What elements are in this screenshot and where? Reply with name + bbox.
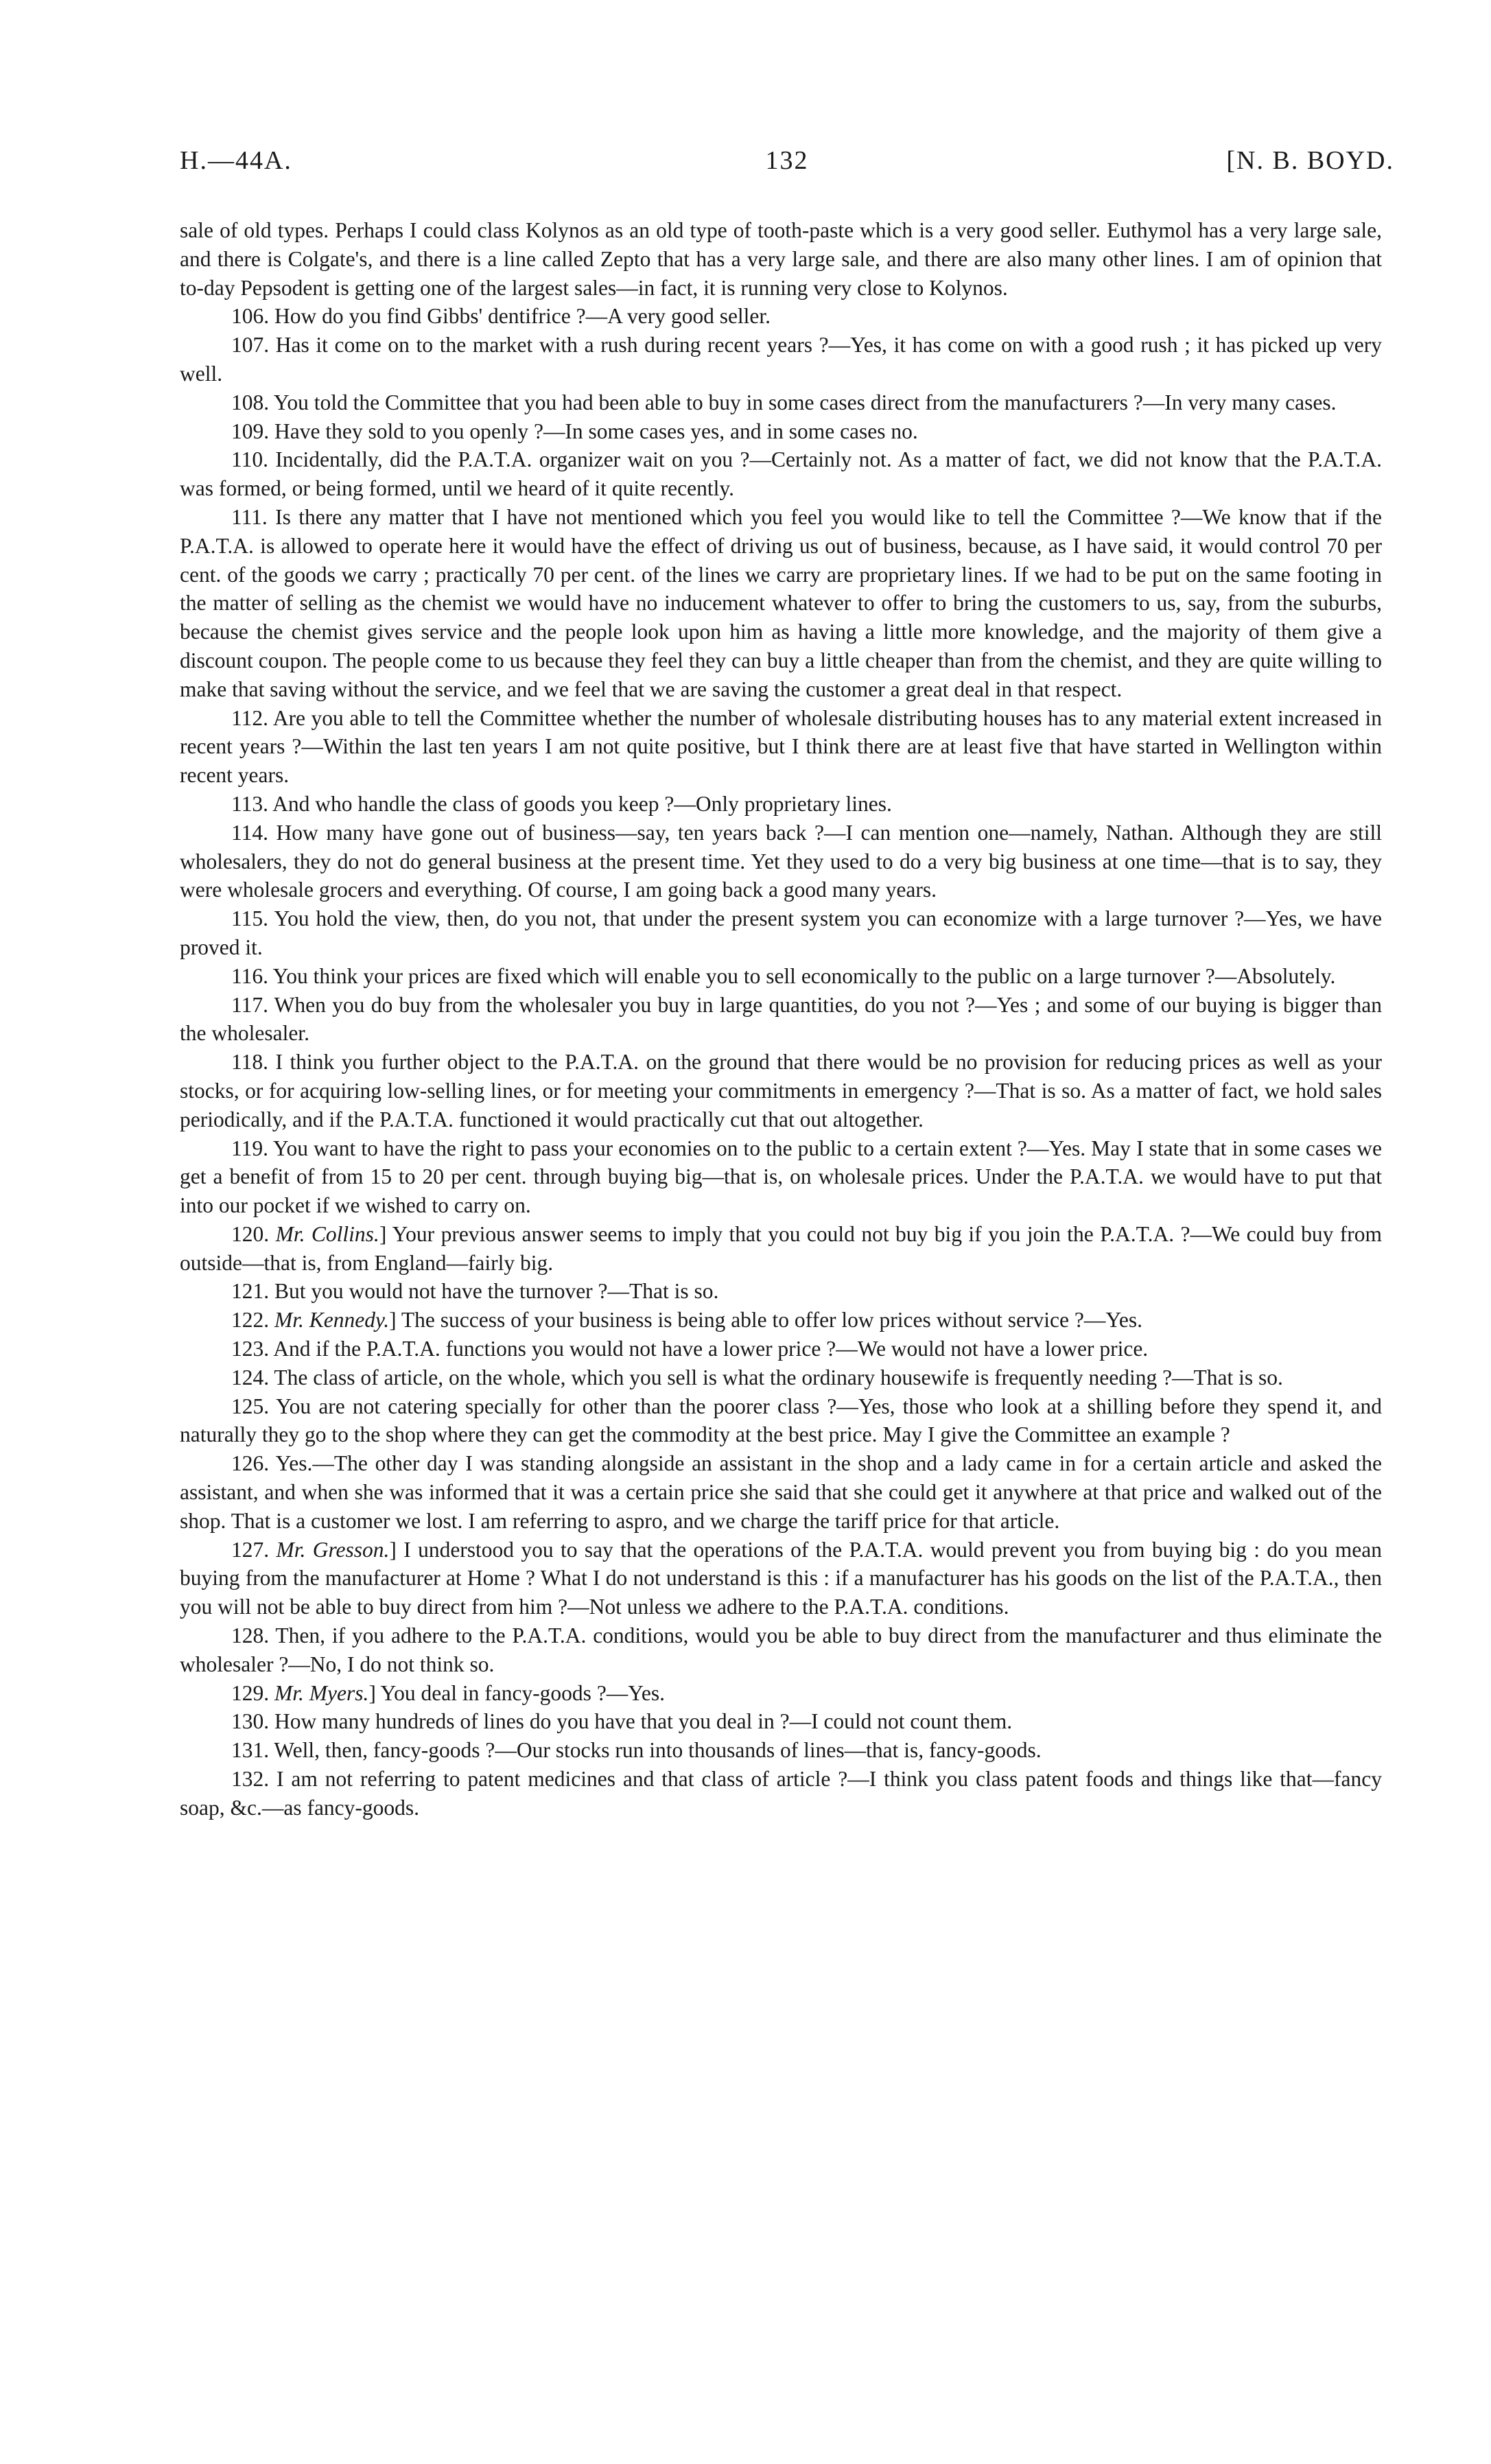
paragraph-text: ] You deal in fancy-goods ?—Yes. bbox=[368, 1680, 666, 1705]
paragraph bbox=[180, 1536, 1382, 1621]
paragraph: 131. Well, then, fancy-goods ?—Our stocks run into thousands of lines—that is, fancy-goods. bbox=[231, 1738, 1042, 1763]
paragraph: 113. And who handle the class of goods you keep ?—Only proprietary lines. bbox=[231, 791, 892, 816]
paragraph: 107. Has it come on to the market with a rush during recent years ?—Yes, it has come on with a good rush ; it has picked up very well. bbox=[180, 333, 1382, 386]
paragraph: 130. How many hundreds of lines do you have that you deal in ?—I could not count them. bbox=[231, 1709, 1013, 1734]
paragraph: sale of old types. Perhaps I could class Kolynos as an old type of tooth-paste which is a very good seller. Euthymol has a very large sale, and there is Colgate's, and there is a line called Zepto that has a very large sale, and there are also many other lines. I am of opinion that to-day Pepsodent is getting one of the largest sales—in fact, it is running very close to Kolynos. bbox=[180, 218, 1382, 300]
paragraph: 110. Incidentally, did the P.A.T.A. organizer wait on you ?—Certainly not. As a matter of fact, we did not know that the P.A.T.A. was formed, or being formed, until we heard of it quite recently. bbox=[180, 447, 1382, 501]
question-number: 122. bbox=[231, 1308, 270, 1333]
paragraph: 118. I think you further object to the P.A.T.A. on the ground that there would be no provision for reducing prices as well as your stocks, or for acquiring low-selling lines, or for meeting your commitments in emergency ?—That is so. As a matter of fact, we hold sales periodically, and if the P.A.T.A. functioned it would practically cut that out altogether. bbox=[180, 1050, 1382, 1131]
document-reference: H.—44A. bbox=[180, 146, 292, 175]
page-header bbox=[180, 145, 1394, 187]
paragraph: 124. The class of article, on the whole, which you sell is what the ordinary housewife is frequently needing ?—That is so. bbox=[231, 1365, 1283, 1389]
question-number: 120. bbox=[231, 1221, 270, 1246]
paragraph: 106. How do you find Gibbs' dentifrice ?—A very good seller. bbox=[231, 304, 771, 329]
paragraph: 125. You are not catering specially for other than the poorer class ?—Yes, those who look at a shilling before they spend it, and naturally they go to the shop where they can get the commodity at the best price. May I give the Committee an example ? bbox=[180, 1394, 1382, 1447]
evidence-text bbox=[180, 216, 1382, 1822]
paragraph: 109. Have they sold to you openly ?—In some cases yes, and in some cases no. bbox=[231, 419, 918, 443]
paragraph-text: ] The success of your business is being able to offer low prices without service ?—Yes. bbox=[389, 1308, 1143, 1333]
page-number: 132 bbox=[765, 146, 809, 175]
paragraph-text: ] I understood you to say that the operations of the P.A.T.A. would prevent you from buying big : do you mean buying from the manufacturer at Home ? What I do not understand is this : if a manufacturer has his goods on the list of the P.A.T.A., then you will not be able to buy direct from him ?—Not unless we adhere to the P.A.T.A. conditions. bbox=[180, 1537, 1382, 1619]
paragraph: 117. When you do buy from the wholesaler you buy in large quantities, do you not ?—Yes ; and some of our buying is bigger than the wholesaler. bbox=[180, 992, 1382, 1046]
witness-name: [N. B. BOYD. bbox=[1226, 146, 1394, 175]
paragraph bbox=[180, 1679, 1382, 1708]
paragraph: 119. You want to have the right to pass your economies on to the public to a certain extent ?—Yes. May I state that in some cases we get a benefit of from 15 to 20 per cent. through buying big—that is, on wholesale prices. Under the P.A.T.A. we would have to put that into our pocket if we wished to carry on. bbox=[180, 1136, 1382, 1218]
question-number: 127. bbox=[231, 1537, 270, 1562]
paragraph: 128. Then, if you adhere to the P.A.T.A. conditions, would you be able to buy direct from the manufacturer and thus eliminate the wholesaler ?—No, I do not think so. bbox=[180, 1623, 1382, 1676]
paragraph: 126. Yes.—The other day I was standing alongside an assistant in the shop and a lady came in for a certain article and asked the assistant, and when she was informed that it was a certain price she said that she could get it anywhere at that price and walked out of the shop. That is a customer we lost. I am referring to aspro, and we charge the tariff price for that article. bbox=[180, 1451, 1382, 1533]
paragraph: 108. You told the Committee that you had been able to buy in some cases direct from the manufacturers ?—In very many cases. bbox=[231, 390, 1337, 414]
paragraph: 111. Is there any matter that I have not mentioned which you feel you would like to tell the Committee ?—We know that if the P.A.T.A. is allowed to operate here it would have the effect of driving us out of business, because, as I have said, it would control 70 per cent. of the goods we carry ; practically 70 per cent. of the lines we carry are proprietary lines. If we had to be put on the same footing in the matter of selling as the chemist we would have no inducement whatever to offer to bring the customers to us, say, from the suburbs, because the chemist gives service and the people look upon him as having a little more knowledge, and the majority of them give a discount coupon. The people come to us because they feel they can buy a little cheaper than from the chemist, and they are quite willing to make that saving without the service, and we feel that we are saving the customer a great deal in that respect. bbox=[180, 504, 1382, 701]
question-number: 129. bbox=[231, 1680, 270, 1705]
paragraph-text: ] Your previous answer seems to imply that you could not buy big if you join the P.A.T.A. ?—We could buy from outside—that is, from England—fairly big. bbox=[180, 1221, 1383, 1275]
paragraph: 123. And if the P.A.T.A. functions you would not have a lower price ?—We would not have a lower price. bbox=[231, 1337, 1149, 1361]
paragraph: 115. You hold the view, then, do you not, that under the present system you can economize with a large turnover ?—Yes, we have proved it. bbox=[180, 906, 1382, 959]
paragraph bbox=[180, 1220, 1382, 1278]
speaker-name: Mr. Kennedy. bbox=[274, 1308, 390, 1333]
paragraph: 114. How many have gone out of business—say, ten years back ?—I can mention one—namely, Nathan. Although they are still wholesalers, they do not do general business at the present time. Yet they used to do a very big business at one time—that is to say, they were wholesale grocers and everything. Of course, I am going back a good many years. bbox=[180, 820, 1382, 902]
paragraph: 112. Are you able to tell the Committee whether the number of wholesale distributing houses has to any material extent increased in recent years ?—Within the last ten years I am not quite positive, but I think there are at least five that have started in Wellington within recent years. bbox=[180, 705, 1382, 788]
speaker-name: Mr. Gresson. bbox=[276, 1537, 390, 1562]
speaker-name: Mr. Collins. bbox=[275, 1221, 379, 1246]
paragraph bbox=[180, 1306, 1382, 1335]
speaker-name: Mr. Myers. bbox=[274, 1680, 369, 1705]
paragraph: 116. You think your prices are fixed which will enable you to sell economically to the public on a large turnover ?—Absolutely. bbox=[231, 963, 1336, 988]
paragraph: 132. I am not referring to patent medicines and that class of article ?—I think you class patent foods and things like that—fancy soap, &c.—as fancy-goods. bbox=[180, 1767, 1382, 1820]
paragraph: 121. But you would not have the turnover ?—That is so. bbox=[231, 1279, 719, 1304]
